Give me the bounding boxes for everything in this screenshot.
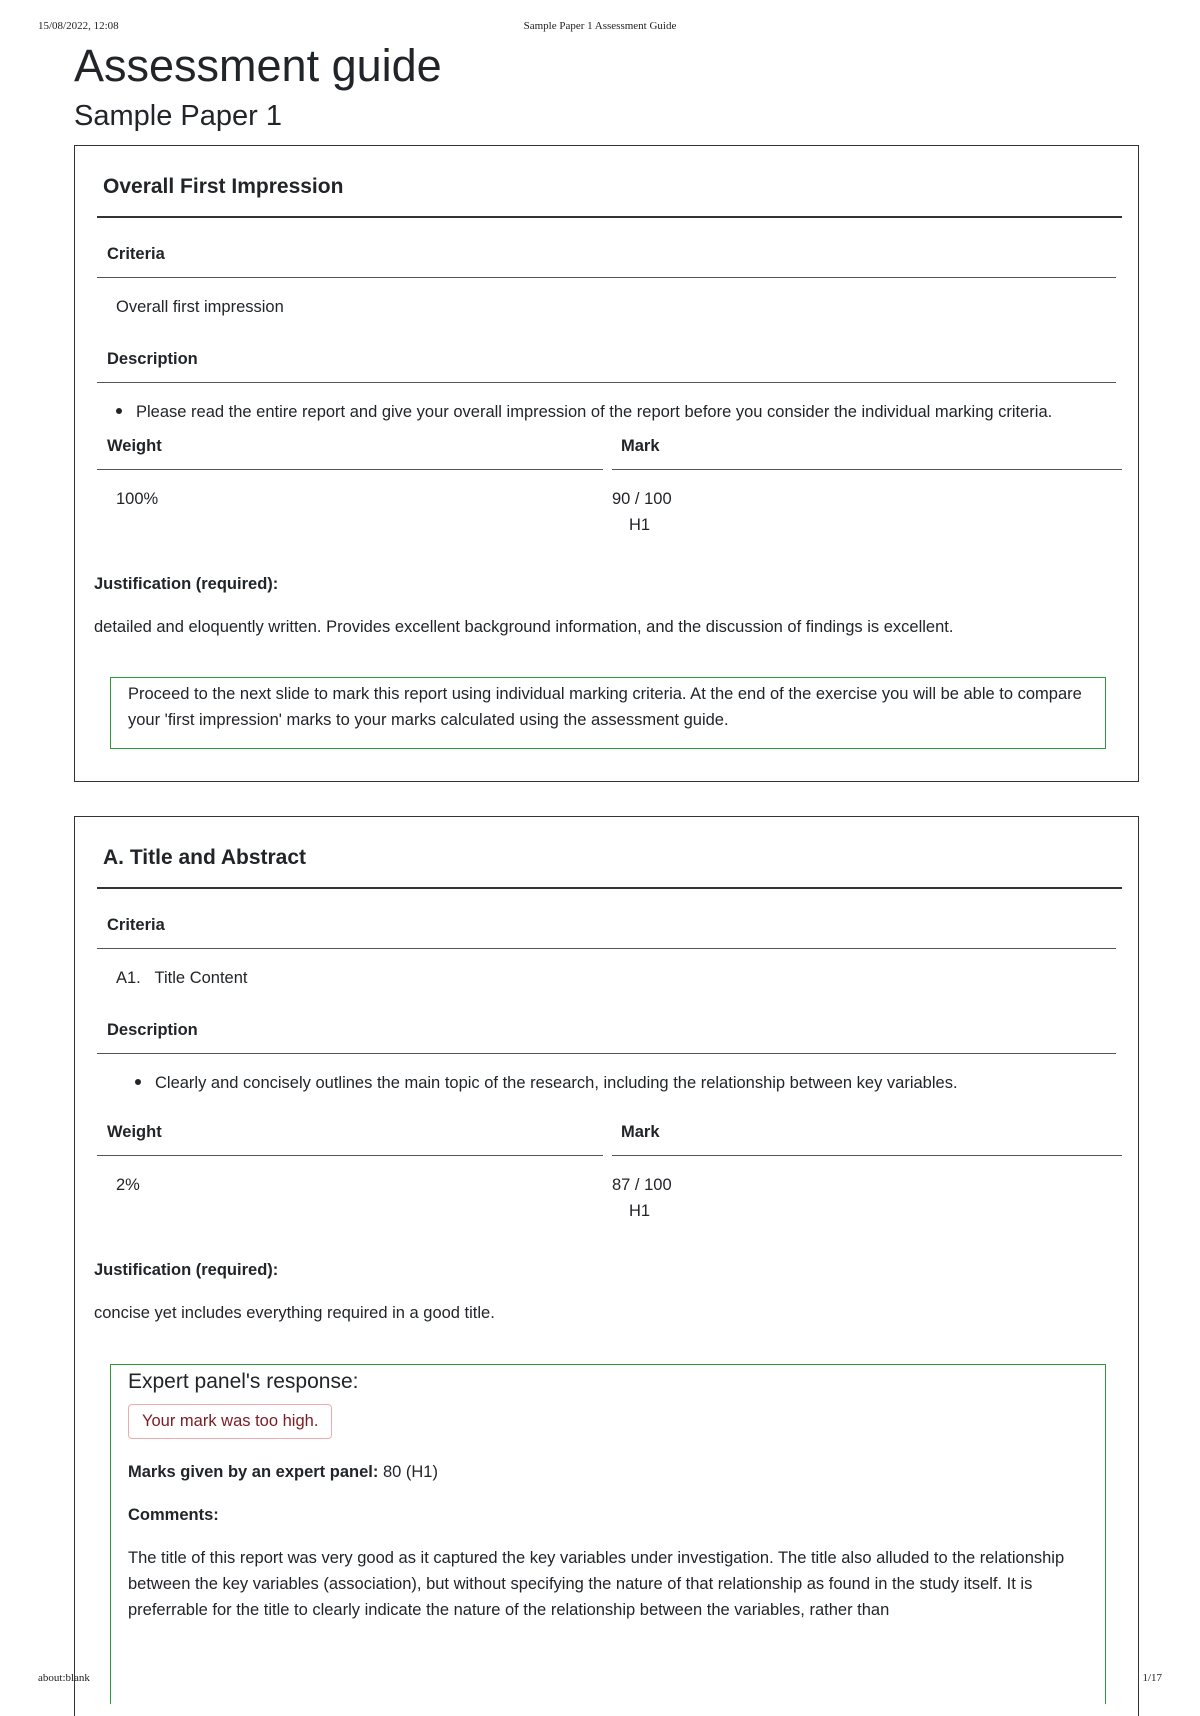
mark-value: 87 / 100 bbox=[612, 1176, 672, 1194]
print-header bbox=[38, 20, 1162, 36]
print-date: 15/08/2022, 12:08 bbox=[38, 20, 119, 32]
description-divider bbox=[97, 1053, 1116, 1054]
expert-marks-label: Marks given by an expert panel: bbox=[128, 1463, 379, 1481]
description-item bbox=[135, 1074, 958, 1093]
section-heading: A. Title and Abstract bbox=[103, 846, 307, 869]
criteria-value: Overall first impression bbox=[116, 298, 284, 316]
grade-value: H1 bbox=[629, 1202, 651, 1220]
description-divider bbox=[97, 382, 1116, 383]
mark-divider bbox=[612, 1155, 1122, 1156]
bullet-icon bbox=[116, 408, 122, 414]
section-card-overall-impression bbox=[74, 145, 1139, 782]
section-heading: Overall First Impression bbox=[103, 175, 344, 198]
mark-divider bbox=[612, 469, 1122, 470]
weight-divider bbox=[97, 1155, 603, 1156]
heading-divider bbox=[97, 887, 1122, 889]
expert-marks-value: 80 (H1) bbox=[382, 1463, 438, 1481]
criteria-value: Title Content bbox=[154, 969, 248, 987]
print-url: about:blank bbox=[38, 1672, 90, 1684]
description-label: Description bbox=[107, 1021, 198, 1039]
criteria-number: A1. bbox=[116, 969, 141, 987]
justification-label: Justification (required): bbox=[94, 575, 279, 593]
criteria-divider bbox=[97, 277, 1116, 278]
mark-value: 90 / 100 bbox=[612, 490, 672, 508]
info-box-text: Proceed to the next slide to mark this report using individual marking criteria. At the end of the exercise you will be able to compare your 'first impression' marks to your marks calculated using the assessment guide. bbox=[128, 685, 1082, 729]
print-title: Sample Paper 1 Assessment Guide bbox=[523, 20, 677, 32]
bullet-icon bbox=[135, 1079, 141, 1085]
weight-value: 2% bbox=[116, 1176, 140, 1194]
mark-feedback-alert: Your mark was too high. bbox=[128, 1404, 332, 1439]
expert-marks-line bbox=[128, 1463, 438, 1482]
mark-label: Mark bbox=[621, 1123, 660, 1141]
section-card-title-abstract bbox=[74, 816, 1139, 1716]
comments-text: The title of this report was very good as it captured the key variables under investigation. The title also alluded to the relationship between the key variables (association), but without specifying the nature of that relationship as found in the study itself. It is preferrable for the title to clearly indicate the nature of the relationship between the variables, rather than bbox=[128, 1549, 1065, 1619]
criteria-item bbox=[116, 969, 247, 988]
info-box bbox=[110, 677, 1106, 749]
weight-label: Weight bbox=[107, 437, 162, 455]
weight-label: Weight bbox=[107, 1123, 162, 1141]
criteria-label: Criteria bbox=[107, 245, 165, 263]
heading-divider bbox=[97, 216, 1122, 218]
page-subtitle: Sample Paper 1 bbox=[74, 100, 282, 132]
description-item bbox=[116, 403, 1052, 422]
criteria-divider bbox=[97, 948, 1116, 949]
weight-divider bbox=[97, 469, 603, 470]
print-page-number: 1/17 bbox=[1142, 1672, 1162, 1684]
description-text: Please read the entire report and give your overall impression of the report before you consider the individual marking criteria. bbox=[136, 403, 1053, 421]
justification-text: concise yet includes everything required in a good title. bbox=[94, 1304, 495, 1322]
page-title: Assessment guide bbox=[74, 40, 442, 91]
weight-value: 100% bbox=[116, 490, 159, 508]
print-footer bbox=[38, 1672, 1162, 1688]
criteria-label: Criteria bbox=[107, 916, 165, 934]
justification-label: Justification (required): bbox=[94, 1261, 279, 1279]
comments-label: Comments: bbox=[128, 1506, 219, 1524]
expert-panel-title: Expert panel's response: bbox=[128, 1370, 359, 1393]
mark-label: Mark bbox=[621, 437, 660, 455]
grade-value: H1 bbox=[629, 516, 651, 534]
description-label: Description bbox=[107, 350, 198, 368]
description-text: Clearly and concisely outlines the main topic of the research, including the relationship between key variables. bbox=[155, 1074, 958, 1092]
expert-panel-box bbox=[110, 1364, 1106, 1704]
justification-text: detailed and eloquently written. Provides excellent background information, and the discussion of findings is excellent. bbox=[94, 618, 954, 636]
